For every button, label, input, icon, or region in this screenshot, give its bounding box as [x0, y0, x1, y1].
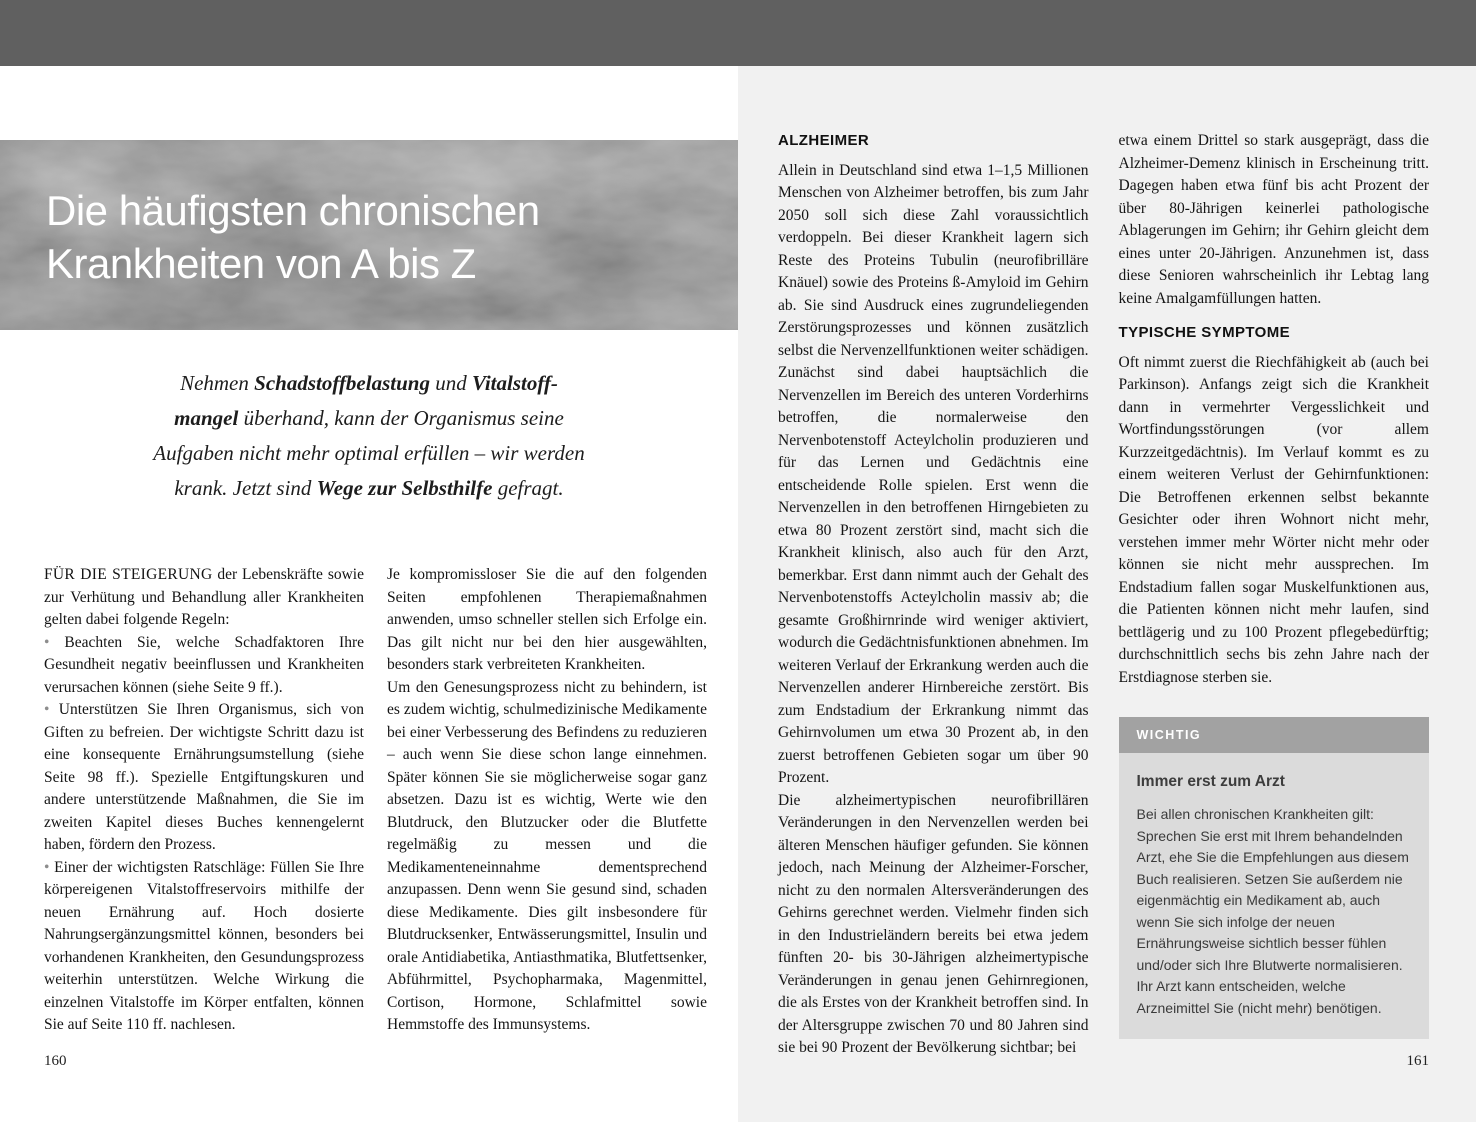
- paragraph-alzheimer-continued: etwa einem Drittel so stark ausgeprägt, dass die Alzheimer-Demenz klinisch in Erscheinung tritt. Dagegen haben etwa fünf bis acht Prozent der über 80-Jährigen keinerlei pathologische Ablagerungen im Gehirn; ihr Gehirn gleicht dem eines unter 20-Jährigen. Anzunehmen ist, dass diese Senioren wahrscheinlich ihr Lebtag lang keine Amalgamfüllungen hatten.: [1118, 132, 1429, 307]
- section-heading-typische-symptome: TYPISCHE SYMPTOME: [1118, 324, 1291, 341]
- paragraph-alzheimer-2: Die alzheimertypischen neurofibrillären Veränderungen in den Nervenzellen werden bei älteren Menschen häufiger gefunden. Sie können jedoch, nach Meinung der Alzheimer-Forscher, nicht zu den normalen Altersveränderungen des Gehirns gerechnet werden. Vielmehr finden sich in den Industrieländern bereits bei etwa jedem fünften 20- bis 30-Jährigen alzheimertypische Veränderungen in genau jenen Gehirnregionen, die als Erstes von der Krankheit betroffen sind. In der Altersgruppe zwischen 70 und 80 Jahren sind sie bei 90 Prozent der Bevölkerung sichtbar; bei: [778, 791, 1089, 1056]
- paragraph: Um den Genesungsprozess nicht zu behindern, ist es zudem wichtig, schulmedizinische Medikamente bei einer Verbesserung des Befindens zu reduzieren – auch wenn Sie diese schon lange einnehmen. Später können Sie sie möglicherweise sogar ganz absetzen. Dazu ist es wichtig, Werte wie den Blutdruck, den Blutzucker oder die Blutfette regelmäßig zu messen und die Medikamenteneinnahme dementsprechend anzupassen. Denn wenn Sie gesund sind, schaden diese Medikamente. Dies gilt insbesondere für Blutdrucksenker, Entwässerungsmittel, Insulin und orale Antidiabetika, Antiasthmatika, Blutfettsenker, Abführmittel, Psychopharmaka, Magenmittel, Cortison, Hormone, Schlafmittel sowie Hemmstoffe des Immunsystems.: [387, 678, 707, 1033]
- chapter-title-line1: Die häufigsten chronischen: [46, 187, 540, 234]
- top-gray-band: [0, 0, 1476, 66]
- page-right: [738, 66, 1476, 1122]
- wichtig-box-label: WICHTIG: [1119, 717, 1430, 753]
- wichtig-box-text: Bei allen chronischen Krankheiten gilt: Sprechen Sie erst mit Ihrem behandelnden Arzt, ehe Sie die Empfehlungen aus diesem Buch realisieren. Setzen Sie außerdem nie eigenmächtig ein Medikament ab, auch wenn Sie sich infolge der neuen Ernährungsweise sichtlich besser fühlen und/oder sich Ihre Blutwerte normalisieren. Ihr Arzt kann entscheiden, welche Arzneimittel Sie (nicht mehr) benötigen.: [1136, 806, 1409, 1016]
- pages-container: [0, 66, 1476, 1122]
- intro-text: gefragt.: [492, 476, 564, 500]
- paragraph-symptome: Oft nimmt zuerst die Riechfähigkeit ab (auch bei Parkinson). Anfangs zeigt sich die Krankheit dann in vermehrter Vergesslichkeit und Wortfindungsstörungen (vor allem Kurzzeitgedächtnis). Im Verlauf kommt es zu einem weiteren Verlust der Gehirnfunktionen: Die Betroffenen erkennen selbst bekannte Gesichter oder ihren Wohnort nicht mehr, verstehen immer mehr Wörter nicht mehr oder können sie nicht mehr aussprechen. Im Endstadium fallen sogar Muskelfunktionen aus, die Patienten können nicht mehr laufen, sind bettlägerig und zu 100 Prozent pflegebedürftig; durchschnittlich sechs bis zehn Jahre nach der Erstdiagnose sterben sie.: [1118, 353, 1429, 686]
- paragraph: Je kompromissloser Sie die auf den folgenden Seiten empfohlenen Therapiemaßnahmen anwenden, umso schneller stellen sich Erfolge ein. Das gilt nicht nur bei den hier ausgewählten, besonders stark verbreiteten Krankheiten.: [387, 566, 707, 673]
- section-heading-alzheimer: ALZHEIMER: [778, 132, 870, 149]
- intro-bold-text: Vitalstoff-: [471, 371, 558, 395]
- page-left: [0, 66, 738, 1122]
- paragraph-rules-intro: [44, 564, 364, 632]
- paragraph-alzheimer-1: Allein in Deutschland sind etwa 1–1,5 Millionen Menschen von Alzheimer betroffen, bis zum Jahr 2050 soll sich diese Zahl voraussichtlich verdoppeln. Bei dieser Krankheit lagern sich Reste des Proteins Tubulin (neurofibrilläre Knäuel) sowie des Proteins ß-Amyloid im Gehirn ab. Sie sind Ausdruck eines zugrundeliegenden Zerstörungsprozesses und können zusätzlich selbst die Nervenzellfunktionen weiter schädigen. Zunächst sind dabei hauptsächlich die Nervenzellen im Bereich des unteren Vorderhirns betroffen, die normalerweise den Nervenbotenstoff Acteylcholin produzieren und für das Lernen und Gedächtnis eine entscheidende Rolle spielen. Erst wenn die Nervenzellen in den betroffenen Hirngebieten zu etwa 80 Prozent zerstört sind, macht sich die Krankheit klinisch, also auch für den Arzt, bemerkbar. Erst dann nimmt auch der Gehalt des Nervenbotenstoffs Acteylcholin massiv ab; die gesamte Großhirnrinde wird weniger aktiviert, wodurch die Gedächtnisfunktionen abnehmen. Im weiteren Verlauf der Erkrankung werden auch die Nervenzellen anderer Hirnbereiche zerstört. Bis zum Endstadium der Erkrankung nimmt das Gehirnvolumen um etwa 30 Prozent ab, in den zuerst betroffenen Gebieten sogar um über 90 Prozent.: [778, 161, 1089, 786]
- page-number-left: 160: [44, 1053, 67, 1069]
- wichtig-box-body: [1119, 753, 1430, 1040]
- left-page-column-2: [387, 564, 707, 1037]
- intro-line-4: [40, 471, 698, 506]
- intro-text: krank. Jetzt sind: [174, 476, 317, 500]
- intro-bold-text: Wege zur Selbsthilfe: [316, 476, 493, 500]
- intro-text: Aufgaben nicht mehr optimal erfüllen – wir werden: [153, 441, 585, 465]
- right-page-columns: [778, 130, 1429, 1060]
- intro-line-2: [40, 401, 698, 436]
- wichtig-box-title: Immer erst zum Arzt: [1136, 772, 1285, 790]
- intro-line-1: [40, 366, 698, 401]
- left-page-column-1: [44, 564, 364, 1037]
- paragraph-text: der Lebenskräfte sowie zur Verhütung und Behandlung aller Krankheiten gelten dabei folgende Regeln:: [44, 566, 364, 628]
- left-page-columns: [44, 564, 707, 1037]
- page-number-right: 161: [1406, 1053, 1429, 1069]
- lead-caps-text: FÜR DIE STEIGERUNG: [44, 566, 213, 583]
- intro-text: und: [429, 371, 472, 395]
- bullet-item: [44, 632, 364, 700]
- chapter-title: [46, 184, 540, 290]
- chapter-intro: [40, 366, 698, 506]
- wichtig-box: [1119, 717, 1430, 1039]
- intro-bold-text: Schadstoffbelastung: [254, 371, 430, 395]
- bullet-text: Einer der wichtigsten Ratschläge: Füllen Sie Ihre körpereigenen Vitalstoffreservoirs mithilfe der neuen Ernährung auf. Hoch dosierte Nahrungsergänzungsmittel können, besonders bei vorhandenen Krankheiten, den Gesundungsprozess weiterhin unterstützen. Welche Wirkung die einzelnen Vitalstoffe im Körper entfalten, können Sie auf Seite 110 ff. nachlesen.: [44, 858, 364, 1033]
- bullet-text: Beachten Sie, welche Schadfaktoren Ihre Gesundheit negativ beeinflussen und Krankheiten verursachen können (siehe Seite 9 ff.).: [44, 633, 364, 696]
- intro-line-3: [40, 436, 698, 471]
- chapter-header-image: [0, 140, 738, 330]
- chapter-title-line2: Krankheiten von A bis Z: [46, 240, 476, 287]
- intro-text: Nehmen: [180, 371, 255, 395]
- bullet-item: [44, 699, 364, 857]
- bullet-item: [44, 857, 364, 1037]
- right-page-column-1: [778, 130, 1089, 1060]
- intro-bold-text: mangel: [174, 406, 239, 430]
- intro-text: überhand, kann der Organismus seine: [238, 406, 564, 430]
- right-page-column-2: [1119, 130, 1430, 1060]
- bullet-text: Unterstützen Sie Ihren Organismus, sich von Giften zu befreien. Der wichtigste Schritt dazu ist eine konsequente Ernährungsumstellung (siehe Seite 98 ff.). Spezielle Entgiftungskuren und andere unterstützende Maßnahmen, die Sie im zweiten Kapitel dieses Buches kennengelernt haben, fördern den Prozess.: [44, 701, 364, 853]
